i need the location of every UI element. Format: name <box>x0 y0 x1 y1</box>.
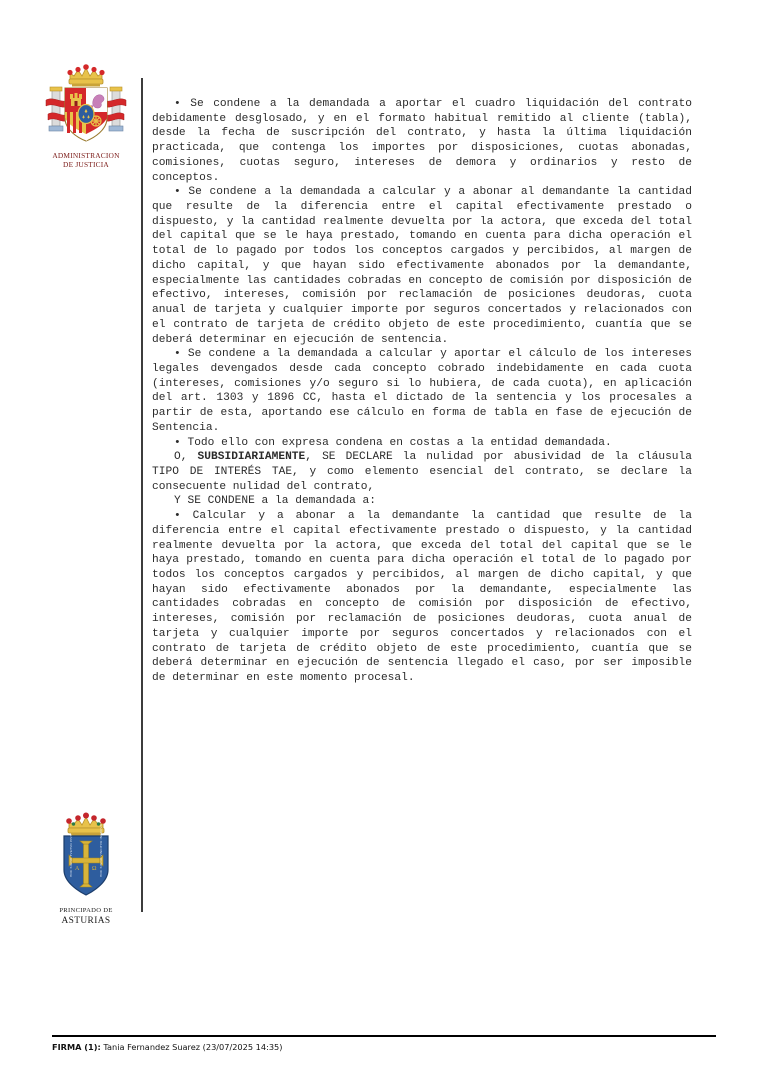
asturias-coat-of-arms-icon <box>36 808 136 904</box>
footer-divider-rule <box>52 1035 716 1037</box>
signature-label: FIRMA (1): <box>52 1041 101 1052</box>
asturias-caption-line-1: PRINCIPADO DE <box>59 907 113 914</box>
asturias-caption-line-2: ASTURIAS <box>61 916 111 926</box>
body-paragraph: • Se condene a la demandada a aportar el cuadro liquidación del contrato debidamente desglosado, y en el formato habitual remitido al cliente (tabla), desde la fecha de suscripción del contrato, y hasta la última liquidación practicada, que contenga los importes por disposiciones, cuotas abonadas, comisiones, cuotas seguro, intereses de demora y ordinarios y resto de conceptos. <box>152 98 692 184</box>
segment-text: , SE DECLARE la nulidad por abusividad de la cláusula TIPO DE INTERÉS TAE, y como elemento esencial del contrato, se declare la consecuente nulidad del contrato, <box>152 451 693 493</box>
signature-line <box>52 1042 716 1052</box>
body-paragraph: • Se condene a la demandada a calcular y aportar el cálculo de los intereses legales devengados desde cada concepto cobrado indebidamente en cada cuota (intereses, comisiones y/o seguro si lo hubiera, de cada cuota), en aplicación del art. 1303 y 1896 CC, hasta el dictado de la sentencia y los procesales a partir de esta, aportando ese cálculo en forma de tabla en fase de ejecución de Sentencia. <box>152 348 692 434</box>
asturias-emblem-block <box>36 808 136 926</box>
justice-emblem-caption <box>36 151 136 169</box>
document-body-text <box>152 97 692 686</box>
justice-caption-line-2: DE JUSTICIA <box>63 160 109 169</box>
body-paragraph: • Todo ello con expresa condena en costas a la entidad demandada. <box>174 436 612 449</box>
footer-signature-block <box>52 1035 716 1052</box>
segment-emphasis-subsidiariamente: SUBSIDIARIAMENTE <box>197 451 306 464</box>
svg-text:HOC SIGNO TVETVR PIVS: HOC SIGNO TVETVR PIVS <box>69 834 73 877</box>
body-paragraph: • Calcular y a abonar a la demandante la cantidad que resulte de la diferencia entre el capital efectivamente prestado o dispuesto, y la cantidad realmente devuelta por la actora, que exceda del total del capital que se le haya prestado, tomando en cuenta para dicha operación el total de lo pagado por todos los conceptos cargados y percibidos, al margen de dicho capital, y que hayan sido efectivamente abonados por la demandante, especialmente las cantidades cobradas en concepto de comisión por disposición de efectivo, intereses, comisión por reclamación de posiciones deudoras, cuota anual de tarjeta y cualquier importe por seguros concertados y relacionados con el contrato de tarjeta de crédito objeto de este procedimiento, cuantía que se deberá determinar en ejecución de sentencia llegado el caso, por ser imposible de determinar en este momento procesal. <box>152 510 692 685</box>
body-paragraph: • Se condene a la demandada a calcular y a abonar al demandante la cantidad que resulte de la diferencia entre el capital efectivamente prestado o dispuesto, y la cantidad realmente devuelta por la actora, que exceda del total del capital que se le haya prestado, tomando en cuenta para dicha operación el total de lo pagado por todos los conceptos cargados y percibidos, al margen de dicho capital, y que hayan sido efectivamente abonados por la demandante, especialmente las cantidades cobradas en concepto de comisión por disposición de efectivo, intereses, comisión por reclamación de posiciones deudoras, cuota anual de tarjeta y cualquier importe por seguros concertados y relacionados con el contrato de tarjeta de crédito objeto de este procedimiento, cuantía que se deberá determinar en ejecución de sentencia. <box>152 186 692 346</box>
spain-coat-of-arms-icon <box>36 60 136 148</box>
svg-text:Ω: Ω <box>92 866 97 872</box>
body-paragraph-subsidiariamente <box>152 450 692 494</box>
body-paragraph: Y SE CONDENE a la demandada a: <box>174 495 377 508</box>
margin-divider-rule <box>141 78 143 912</box>
signature-value: Tania Fernandez Suarez (23/07/2025 14:35) <box>103 1041 283 1052</box>
svg-text:A: A <box>75 866 80 872</box>
justice-caption-line-1: ADMINISTRACION <box>52 151 120 160</box>
asturias-emblem-caption <box>36 906 136 926</box>
svg-text:HOC SIGNO VINCITVR INIMICVS: HOC SIGNO VINCITVR INIMICVS <box>99 823 103 877</box>
segment-text: O, <box>174 451 198 464</box>
justice-emblem-block <box>36 60 136 169</box>
